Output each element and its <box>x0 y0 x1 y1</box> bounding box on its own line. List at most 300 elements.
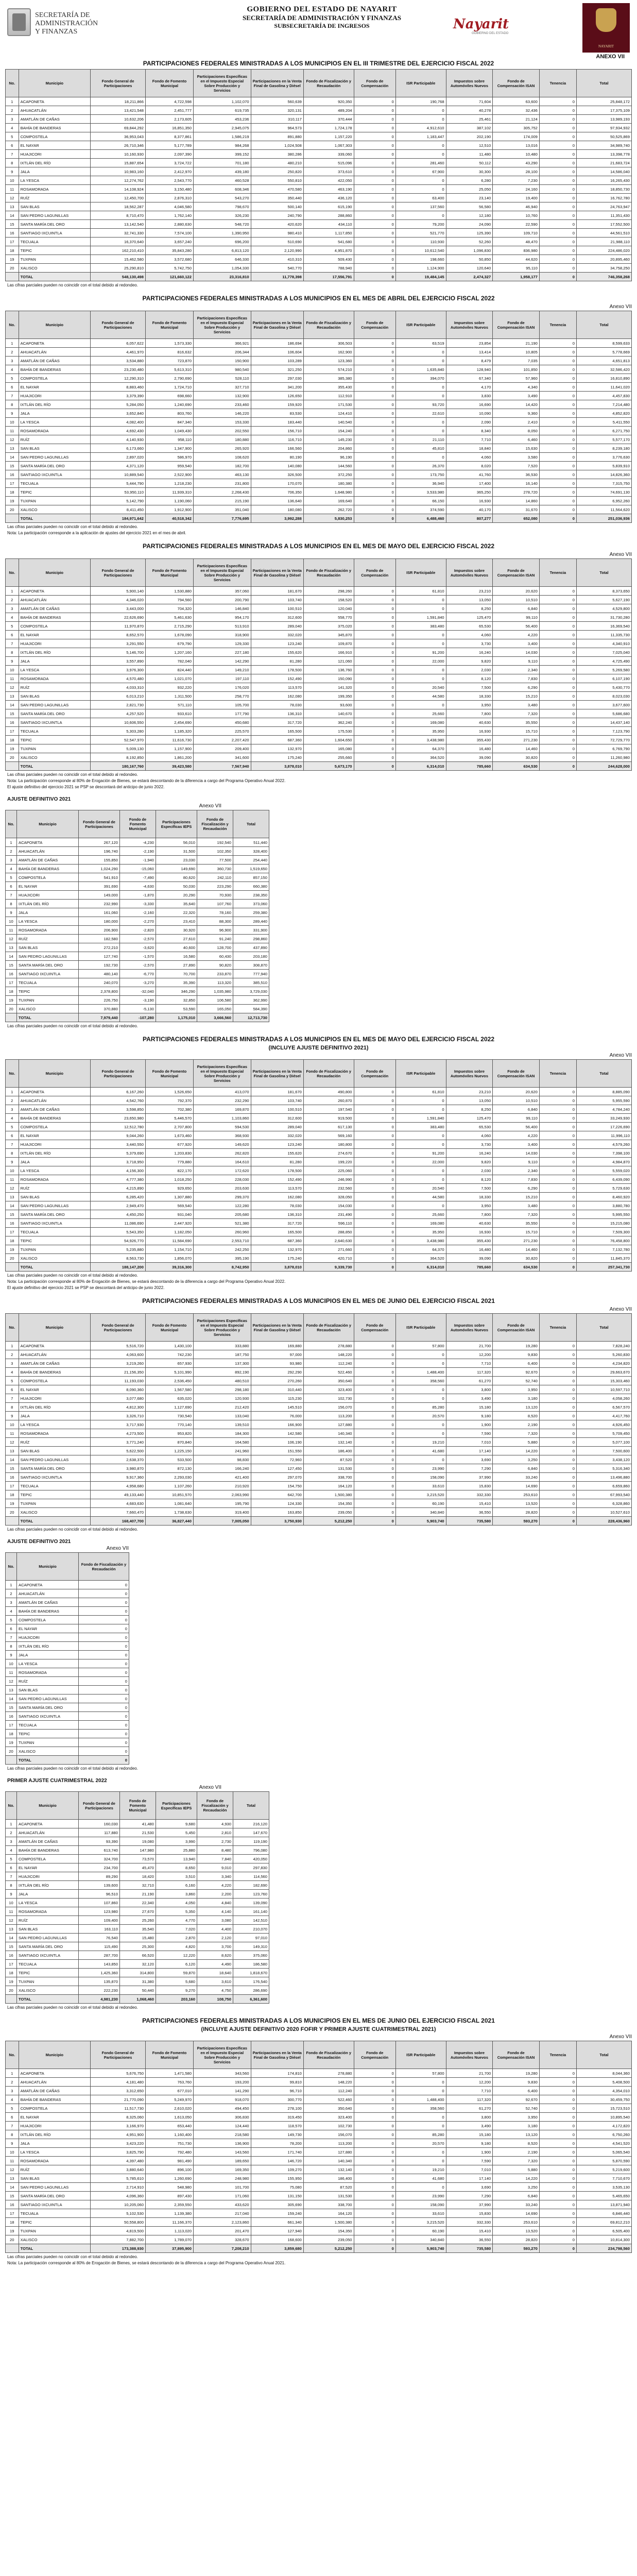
table-cell: 15,410 <box>446 1499 493 1508</box>
table-cell: 6 <box>6 1863 17 1872</box>
report-section <box>5 1036 632 1290</box>
table-cell: 18 <box>6 1969 17 1977</box>
table-cell: 0 <box>354 1403 395 1412</box>
column-header: Fondo de Fiscalización y Recaudación <box>197 810 233 838</box>
table-cell: 16,810,890 <box>576 374 631 383</box>
table-cell: 1,526,650 <box>146 1088 194 1096</box>
table-cell: 7 <box>6 639 19 648</box>
municipio-cell: TEPIC <box>19 736 91 744</box>
column-header: Participaciones Específicas IEPS <box>156 810 197 838</box>
table-cell: 0 <box>539 2113 576 2122</box>
table-cell: 777,940 <box>233 970 269 978</box>
municipio-cell: AHUACATLÁN <box>19 596 91 604</box>
table-cell: 0 <box>539 2087 576 2095</box>
table-cell: 3,880,640 <box>91 2165 146 2174</box>
table-cell: 2 <box>6 596 19 604</box>
table-cell: 0 <box>539 1482 576 1490</box>
municipio-cell: IXTLÁN DEL RÍO <box>19 648 91 657</box>
table-row <box>6 2113 632 2122</box>
column-header: Impuestos sobre Automóviles Nuevos <box>446 1314 493 1342</box>
table-cell: 0 <box>354 1350 395 1359</box>
table-cell: 0 <box>395 211 446 220</box>
table-cell: 3,830 <box>446 392 493 400</box>
table-cell: 2,090 <box>446 418 493 427</box>
table-cell: 2,945,075 <box>194 124 251 132</box>
table-note: Las cifras parciales pueden no coincidir con el total debido al redondeo. <box>7 1273 138 1278</box>
table-cell: 15,180 <box>446 1403 493 1412</box>
table-cell: 142,580 <box>251 1429 303 1438</box>
table-cell: 0 <box>79 1659 129 1668</box>
table-cell: 13 <box>6 1447 19 1455</box>
table-cell: 1,240,690 <box>146 400 194 409</box>
municipio-cell: IXTLÁN DEL RÍO <box>17 1881 79 1890</box>
table-cell: 20 <box>6 1508 19 1517</box>
table-cell: 12 <box>6 1184 19 1193</box>
table-cell: 0 <box>354 683 395 692</box>
column-header: Fondo de Fiscalización y Recaudación <box>303 311 354 339</box>
logo-text-line: Y FINANZAS <box>35 28 78 36</box>
table-cell: 30,300 <box>446 167 493 176</box>
column-header: Participaciones en la Venta Final de Gasolina y Diésel <box>251 1060 303 1088</box>
table-cell: 12,274,762 <box>91 176 146 185</box>
table-cell: 0 <box>354 229 395 238</box>
table-cell: 0 <box>354 2095 395 2104</box>
table-row <box>6 718 632 727</box>
table-row <box>6 1730 129 1738</box>
column-header: Municipio <box>19 1314 91 1342</box>
table-cell: 794,560 <box>146 596 194 604</box>
table-cell: 120,040 <box>303 604 354 613</box>
municipio-cell: ROSAMORADA <box>19 2157 91 2165</box>
table-cell: 206,900 <box>79 926 120 935</box>
table-cell: 3,717,930 <box>91 1420 146 1429</box>
table-cell: 125,470 <box>446 1114 493 1123</box>
table-cell: 742,230 <box>146 1350 194 1359</box>
document-content <box>5 60 632 2265</box>
table-cell: 8,250 <box>446 604 493 613</box>
column-header: Fondo de Fiscalización y Recaudación <box>303 1060 354 1088</box>
table-cell: 32,850 <box>156 996 197 1005</box>
table-cell: 37,990 <box>446 2200 493 2209</box>
column-header: Fondo de Fomento Municipal <box>146 1314 194 1342</box>
table-cell: 253,610 <box>493 2218 540 2227</box>
saf-logo <box>7 8 120 44</box>
table-cell: 260,870 <box>303 1096 354 1105</box>
table-cell: 7 <box>6 1140 19 1149</box>
table-cell: 3 <box>6 357 19 365</box>
table-cell: 6 <box>6 383 19 392</box>
table-cell: 40,630 <box>446 718 493 727</box>
table-cell: 7,882,700 <box>91 2235 146 2244</box>
table-cell: 199,350 <box>303 692 354 701</box>
table-row <box>6 943 269 952</box>
table-cell: 0 <box>539 1175 576 1184</box>
table-cell: 5,077,100 <box>576 1438 631 1447</box>
table-cell: 50,525,869 <box>576 132 631 141</box>
table-cell: 0 <box>395 1096 446 1105</box>
table-cell: 89,290 <box>79 1872 120 1881</box>
table-cell: 4,840 <box>197 1899 233 1907</box>
table-cell: 11 <box>6 1429 19 1438</box>
table-cell: 147,980 <box>120 1846 156 1855</box>
table-cell: 186,694 <box>251 339 303 348</box>
municipio-cell: LA YESCA <box>17 1659 79 1668</box>
table-cell: 98,830 <box>194 1455 251 1464</box>
table-cell: 796,080 <box>233 1846 269 1855</box>
table-cell: 350,640 <box>303 2104 354 2113</box>
table-cell: 0 <box>539 1490 576 1499</box>
table-cell: 10,205,060 <box>91 2200 146 2209</box>
table-cell: 231,800 <box>194 479 251 488</box>
table-cell: 2,190 <box>493 2148 540 2157</box>
table-cell: 180,000 <box>79 917 120 926</box>
municipio-cell: TECUALA <box>19 479 91 488</box>
table-cell: 0 <box>354 2069 395 2078</box>
table-cell: 6,460 <box>493 435 540 444</box>
table-cell: 0 <box>539 587 576 596</box>
table-cell: 2,707,800 <box>146 1123 194 1131</box>
table-cell: 0 <box>395 141 446 150</box>
table-cell: 8,652,570 <box>91 631 146 639</box>
table-cell: 305,690 <box>251 2200 303 2209</box>
table-cell: 57,960 <box>493 374 540 383</box>
table-cell: 158,520 <box>303 596 354 604</box>
table-cell: 0 <box>354 348 395 357</box>
table-cell: 241,960 <box>194 1447 251 1455</box>
table-cell: 154,350 <box>303 2227 354 2235</box>
table-cell: 102,350 <box>197 847 233 856</box>
table-cell: 10,851,570 <box>146 1490 194 1499</box>
table-cell: 8 <box>6 648 19 657</box>
table-cell: 10 <box>6 1166 19 1175</box>
table-cell: -15,060 <box>120 865 156 873</box>
table-cell: 141,290 <box>194 2087 251 2095</box>
table-cell: 0 <box>354 238 395 246</box>
table-cell: 54,926,770 <box>91 1236 146 1245</box>
table-cell: 0 <box>354 1236 395 1245</box>
table-cell: 9,044,260 <box>91 1131 146 1140</box>
column-header: Total <box>576 311 631 339</box>
table-cell: 13,871,940 <box>576 2200 631 2209</box>
table-row <box>6 1925 269 1934</box>
column-header: Total <box>576 1314 631 1342</box>
table-cell: 6,813,120 <box>194 246 251 255</box>
table-cell: 17,226,690 <box>576 1123 631 1131</box>
table-cell: 413,070 <box>194 1088 251 1096</box>
table-cell: 2 <box>6 348 19 357</box>
table-cell: 14,220 <box>493 1447 540 1455</box>
table-cell: 20,620 <box>493 1088 540 1096</box>
table-cell: 48,470 <box>493 238 540 246</box>
table-row <box>6 987 269 996</box>
table-row <box>6 1175 632 1184</box>
total-cell: 23,316,810 <box>194 273 251 281</box>
table-cell: 8,460,920 <box>576 1193 631 1201</box>
table-cell: 4,777,380 <box>91 1175 146 1184</box>
table-cell: 139,090 <box>233 1899 269 1907</box>
table-cell: 0 <box>354 400 395 409</box>
table-cell: 114,560 <box>233 1872 269 1881</box>
table-cell: 6 <box>6 141 19 150</box>
table-row <box>6 2227 632 2235</box>
table-cell: 0 <box>539 2104 576 2113</box>
table-cell: 779,880 <box>146 1158 194 1166</box>
table-cell: 0 <box>79 1712 129 1721</box>
table-cell: 0 <box>395 185 446 194</box>
municipio-cell: ROSAMORADA <box>17 1907 79 1916</box>
table-cell: 156,070 <box>303 1403 354 1412</box>
table-cell: 0 <box>539 1455 576 1464</box>
table-cell: 687,360 <box>251 736 303 744</box>
total-row <box>6 514 632 523</box>
table-cell: 323,400 <box>303 2113 354 2122</box>
table-cell: 0 <box>354 427 395 435</box>
table-row <box>6 106 632 115</box>
total-row <box>6 1995 269 2004</box>
table-cell: 0 <box>354 1359 395 1368</box>
table-cell: 0 <box>539 462 576 470</box>
table-cell: 75,080 <box>251 2183 303 2192</box>
table-cell: 1,107,260 <box>146 1482 194 1490</box>
table-cell: 0 <box>539 194 576 202</box>
table-row <box>6 2192 632 2200</box>
municipio-cell: TECUALA <box>19 1482 91 1490</box>
table-cell: 0 <box>539 211 576 220</box>
municipio-cell: SAN PEDRO LAGUNILLAS <box>19 2183 91 2192</box>
total-cell: 244,628,000 <box>576 762 631 771</box>
table-cell: 10,480 <box>493 150 540 159</box>
section-title: AJUSTE DEFINITIVO 2021 <box>7 796 71 802</box>
table-cell: 81,280 <box>251 1158 303 1166</box>
column-header: No. <box>6 1060 19 1088</box>
total-cell: 3,878,010 <box>251 762 303 771</box>
municipio-cell: ACAPONETA <box>19 1088 91 1096</box>
table-cell: 13,050 <box>446 596 493 604</box>
table-row <box>6 1385 632 1394</box>
table-cell: 121,060 <box>303 657 354 666</box>
table-cell: 1,049,430 <box>146 427 194 435</box>
table-row <box>6 1219 632 1228</box>
total-cell: 7,208,210 <box>194 2244 251 2253</box>
table-row <box>6 1828 269 1837</box>
table-cell: 0 <box>539 97 576 106</box>
table-cell: 0 <box>539 2095 576 2104</box>
table-cell: 0 <box>395 2078 446 2087</box>
table-cell: 41,760 <box>446 470 493 479</box>
column-header: Fondo de Fomento Municipal <box>146 311 194 339</box>
table-cell: 0 <box>395 2122 446 2130</box>
table-cell: 27,610 <box>156 935 197 943</box>
table-cell: 6,167,260 <box>91 1088 146 1096</box>
table-cell: 5,260,830 <box>576 1350 631 1359</box>
table-cell: 17 <box>6 1960 17 1969</box>
table-cell: 0 <box>539 613 576 622</box>
table-cell: 470,580 <box>251 185 303 194</box>
table-row <box>6 1201 632 1210</box>
table-cell: 421,400 <box>194 1473 251 1482</box>
table-cell: 23,854 <box>446 339 493 348</box>
table-cell: 308,870 <box>233 961 269 970</box>
table-cell: 6,750,260 <box>576 2130 631 2139</box>
municipio-cell: JALA <box>17 1651 79 1659</box>
table-cell: 5,778,669 <box>576 348 631 357</box>
table-cell: 7,574,100 <box>146 229 194 238</box>
table-cell: 0 <box>539 159 576 167</box>
table-cell: 11,970,870 <box>91 622 146 631</box>
table-cell: 328,050 <box>303 1193 354 1201</box>
municipio-cell: XALISCO <box>17 1005 79 1013</box>
column-header: Total <box>576 70 631 97</box>
table-cell: -1,940 <box>120 856 156 865</box>
table-row <box>6 497 632 505</box>
table-cell: 150,900 <box>194 357 251 365</box>
municipio-cell: IXTLÁN DEL RÍO <box>19 1149 91 1158</box>
table-cell: 16 <box>6 970 17 978</box>
table-cell: 0 <box>354 444 395 453</box>
table-cell: 3,730 <box>446 639 493 648</box>
table-cell: 4,683,630 <box>91 1499 146 1508</box>
table-cell: 233,870 <box>197 970 233 978</box>
table-cell: 7,010 <box>446 1438 493 1447</box>
table-cell: 1,673,460 <box>146 1131 194 1140</box>
table-cell: 357,060 <box>194 587 251 596</box>
table-cell: 132,970 <box>251 1245 303 1254</box>
table-cell: 3 <box>6 604 19 613</box>
table-row <box>6 1447 632 1455</box>
total-cell <box>6 514 19 523</box>
table-cell: 156,070 <box>303 2130 354 2139</box>
table-cell: 698,660 <box>146 392 194 400</box>
table-cell: 687,360 <box>251 1236 303 1245</box>
table-cell: 7,230 <box>493 176 540 185</box>
table-cell: 115,490 <box>79 1942 120 1951</box>
table-cell: 28,820 <box>493 2235 540 2244</box>
section-title: PARTICIPACIONES FEDERALES MINISTRADAS A LOS MUNICIPIOS EN EL III TRIMESTRE DEL EJERCICIO FISCAL 2022 <box>143 60 494 67</box>
table-cell: 195,790 <box>194 1499 251 1508</box>
table-cell: 17 <box>6 978 17 987</box>
table-cell: 63,400 <box>395 194 446 202</box>
table-note: Las cifras parciales pueden no coincidir con el total debido al redondeo. <box>7 524 138 529</box>
table-cell: 6,952,260 <box>576 497 631 505</box>
table-cell: 4,033,310 <box>91 683 146 692</box>
table-row <box>6 1916 269 1925</box>
table-row <box>6 1236 632 1245</box>
table-cell: 20,290 <box>156 891 197 900</box>
table-cell: 44,620 <box>493 255 540 264</box>
table-row <box>6 1490 632 1499</box>
table-cell: 857,150 <box>233 873 269 882</box>
table-cell: 0 <box>354 246 395 255</box>
table-cell: 2,543,770 <box>146 176 194 185</box>
table-cell: 18,420 <box>120 1872 156 1881</box>
table-cell: 0 <box>354 202 395 211</box>
table-cell: 4,050 <box>156 1899 197 1907</box>
municipio-cell: XALISCO <box>19 2235 91 2244</box>
table-cell: 0 <box>354 1140 395 1149</box>
table-cell: 15 <box>6 1210 19 1219</box>
column-header: No. <box>6 311 19 339</box>
table-cell: 117,880 <box>79 1828 120 1837</box>
section-title: AJUSTE DEFINITIVO 2021 <box>7 1539 71 1545</box>
table-row <box>6 736 632 744</box>
table-cell: 158,090 <box>395 2200 446 2209</box>
table-cell: 17,552,500 <box>576 220 631 229</box>
table-cell: 0 <box>539 185 576 194</box>
table-cell: 16 <box>6 1951 17 1960</box>
table-cell: 0 <box>79 1651 129 1659</box>
table-row <box>6 132 632 141</box>
table-cell: 6 <box>6 631 19 639</box>
table-cell: 7,315,750 <box>576 479 631 488</box>
table-cell: 0 <box>354 648 395 657</box>
table-row <box>6 374 632 383</box>
table-cell: 127,740 <box>79 952 120 961</box>
table-cell: 7,828,240 <box>576 1342 631 1350</box>
table-cell: 1,081,640 <box>146 1499 194 1508</box>
table-cell: 1,500,380 <box>303 2218 354 2227</box>
table-cell: 872,130 <box>146 1464 194 1473</box>
municipio-cell: RUÍZ <box>19 435 91 444</box>
table-cell: 0 <box>354 2227 395 2235</box>
table-cell: 56,400 <box>493 1123 540 1131</box>
column-header: No. <box>6 70 19 97</box>
municipio-cell: BAHÍA DE BANDERAS <box>19 613 91 622</box>
table-cell: 171,740 <box>251 2148 303 2157</box>
table-cell: 550,810 <box>251 176 303 185</box>
table-cell: 3,312,650 <box>91 2087 146 2095</box>
table-cell: 373,060 <box>233 900 269 908</box>
table-cell: 93,600 <box>303 701 354 709</box>
municipio-cell: SAN BLAS <box>17 943 79 952</box>
table-cell: 254,440 <box>233 856 269 865</box>
table-cell: 136,310 <box>251 709 303 718</box>
table-cell: 358,560 <box>395 2104 446 2113</box>
table-cell: 1,390,950 <box>194 229 251 238</box>
table-cell: 5,102,530 <box>91 2209 146 2218</box>
table-cell: 148,220 <box>303 2078 354 2087</box>
table-cell: 1 <box>6 587 19 596</box>
municipio-cell: XALISCO <box>19 264 91 273</box>
municipio-cell: BAHÍA DE BANDERAS <box>19 124 91 132</box>
municipio-cell: IXTLÁN DEL RÍO <box>17 900 79 908</box>
table-cell: 18,330 <box>446 692 493 701</box>
table-cell: 67,340 <box>446 374 493 383</box>
column-header: Total <box>576 559 631 587</box>
table-cell: 0 <box>395 1166 446 1175</box>
table-cell: 660,380 <box>233 882 269 891</box>
table-cell: 83,530 <box>251 409 303 418</box>
table-cell: 119,190 <box>233 1837 269 1846</box>
table-cell: 52,740 <box>493 1377 540 1385</box>
table-cell: 0 <box>539 1166 576 1175</box>
table-cell: 8,377,861 <box>146 132 194 141</box>
table-row <box>6 1721 129 1730</box>
table-cell: 101,850 <box>493 365 540 374</box>
municipio-cell: BAHÍA DE BANDERAS <box>17 1607 79 1616</box>
table-row <box>6 2174 632 2183</box>
table-cell: 186,400 <box>303 1447 354 1455</box>
table-row <box>6 1747 129 1756</box>
table-cell: 615,190 <box>303 202 354 211</box>
table-cell: 5 <box>6 2104 19 2113</box>
table-cell: -2,160 <box>120 908 156 917</box>
table-cell: 0 <box>539 470 576 479</box>
table-cell: 0 <box>539 701 576 709</box>
total-cell: 0 <box>354 1517 395 1526</box>
column-header: Fondo de Fomento Municipal <box>120 810 156 838</box>
table-cell: 16 <box>6 1712 17 1721</box>
table-cell: 511,440 <box>233 838 269 847</box>
